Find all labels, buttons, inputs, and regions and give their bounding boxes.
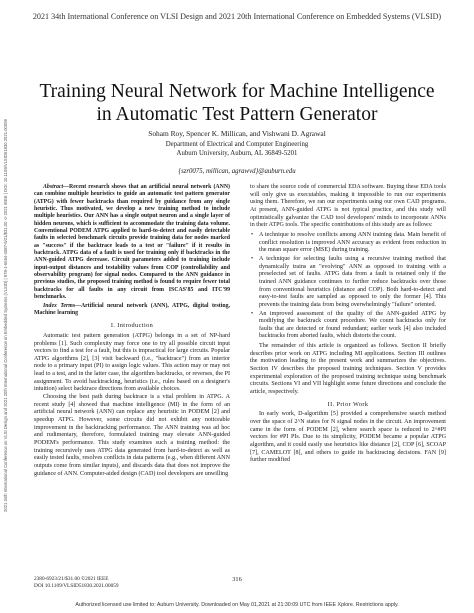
intro-paragraph-2: Choosing the best path during backtrace is a vital problem in ATPG. A recent study [4] showed that machine intelligence (MI) in the form of an artificial neural network (ANN) can replace any heuristic in PODEM [2] and speedup ATPG. However, some circuits did not exhibit any noticeable improvement in the backtracking performance. The ANN training was ad hoc and rudimentary, therefore, formulated training may elevate ANN-guided PODEM's performance. This study examines such a training method: the training recursively uses ATPG data generated from hard-to-detect as well as easily tested faults, resolves conflicts in data patterns (e.g., when different ANN outputs come from similar inputs), and discards data that does not improve the guidance of ANN. Computer-aided design (CAD) tool developers are unwilling [34, 394, 230, 477]
right-column [250, 184, 446, 465]
conference-header: 2021 34th International Conference on VLSI Design and 2021 20th International Conference on Embedded Systems (VLSID) [32, 12, 442, 21]
list-item [250, 232, 446, 255]
footer-doi: DOI 10.1109/VLSID51830.2021.00059 [34, 582, 119, 589]
contributions-list [250, 232, 446, 341]
page-number: 316 [232, 576, 242, 583]
affiliation-department: Department of Electrical and Computer Engineering [165, 141, 309, 148]
contribution-text: A technique for selecting faults using a recursive training method that dynamically trains an "evolving" ANN as opposed to training with a preselected set of faults. ATPG data from a fault is retained only if the trained ANN guidance continues to further reduce backtracks over those from conventional heuristics (distance and COP). Both hard-to-detect and easy-to-test faults are sampled as opposed to only the former [4]. This prevents the training data from being overwhelmingly "failure" oriented. [259, 255, 446, 308]
authorized-use-notice: Authorized licensed use limited to: Auburn University. Downloaded on May 01,2021 at 21:30:09 UTC from IEEE Xplore. Restrictions apply. [75, 602, 399, 608]
list-item [250, 311, 446, 342]
title-line-2: in Automatic Test Pattern Generator [96, 104, 378, 125]
abstract-text: —Recent research shows that an artificial neural network (ANN) can combine multiple heuristics to guide an automatic test pattern generator (ATPG) with fewer backtracks than required by guidance from any single heuristic. Thus motivated, we develop a new training method to include multiple heuristics. Our ANN has a single output neuron and a single layer of hidden neurons, which is sufficient to accommodate the training data volume. Conventional PODEM ATPG applied to hard-to-detect and easily detectable faults in selected benchmark circuits provide training data for nodes marked as "success" if the backtrace leads to a test or "failure" if it results in backtrack. ATPG data of a fault is used for training only if backtracks in the ANN-guided ATPG decrease. Circuit parameters added to training include input-output distances and testability values from COP (controllability and observability program) for signal nodes. Compared to the ANN guidance in previous studies, the proposed training method is found to require fewer total backtracks for all faults in any circuit from ISCAS'85 and ITC'99 benchmarks. [34, 184, 230, 301]
side-banner: 2021 34th International Conference on VLSI Design and 2021 20th International Conference on Embedded Systems (VLSID) | 978-1-6654-4087-5/21/$31.00 ©2021 IEEE | DOI: 10.1109/VLSID51830.2021.00059 [3, 119, 8, 513]
affiliation-university: Auburn University, Auburn, AL 36849-5201 [176, 150, 298, 157]
index-terms-lead: Index Terms [43, 302, 76, 309]
index-terms-text: —Artificial neural network (ANN), ATPG, digital testing, Machine learning [34, 302, 230, 316]
bullet-icon: • [251, 255, 254, 262]
organization-paragraph: The remainder of this article is organized as follows. Section II briefly describes prior work on ATPG including MI applications. Section III outlines the motivation leading to the present work and summarizes the objectives. Section IV describes the proposed training techniques. Section V provides experimental exploration of the proposed training technique using benchmark circuits. Sections VI and VII highlight some future directions and conclude the article, respectively. [250, 343, 446, 396]
section-heading-prior-work: II. Prior Work [327, 400, 369, 408]
abstract [34, 184, 230, 302]
intro-continuation: to share the source code of commercial EDA software. Buying these EDA tools will only give us executables, making it impossible to run our experiments using them. Therefore, we ran our experiments using our own CAD programs. At present, ANN-guided ATPG is not typical practice, and this study will optimistically galvanize the CAD tool developers' minds to incorporate ANNs in their ATPG tools. The specific contributions of this study are as follows: [250, 184, 446, 229]
contribution-text: A technique to resolve conflicts among ANN training data. Main benefit of conflict resolution is improved ANN accuracy as evident from reduction in the mean square error (MSE) during training. [259, 231, 446, 254]
intro-paragraph-1: Automatic test pattern generation (ATPG) belongs in a set of NP-hard problems [1]. Such complexity may force one to try all possible circuit input vectors to find a test for a fault, but this is impractical for large circuits. Popular ATPG algorithms [2], [3] visit backward (i.e., "backtrace") from an interior node to a primary input (PI) to assign logic values. This action may or may not lead to a test, and in the latter case, the algorithm backtracks, or reverses, the PI assignment. To avoid backtracking, heuristics (i.e., rules based on a designer's intuition) select backtrace directions from available choices. [34, 332, 230, 393]
abstract-lead: Abstract [43, 184, 64, 190]
list-item [250, 256, 446, 310]
index-terms [34, 303, 230, 318]
bullet-icon: • [251, 310, 254, 317]
bullet-icon: • [251, 231, 254, 238]
paper-title [30, 80, 444, 126]
footer-issn: 2380-6923/21/$31.00 ©2021 IEEE [34, 576, 109, 582]
prior-work-paragraph: In early work, D-algorithm [5] provided a comprehensive search method over the space of 2^N states for N signal nodes in the circuit. An improvement came in the form of PODEM [2], where search space is reduced to 2^#PI vectors for #PI PIs. Due to its simplicity, PODEM became a popular ATPG algorithm, and it could easily use heuristics like distance [2], COP [6], SCOAP [7], CAMELOT [8], and others to guide its backtracing decisions. FAN [9] further modified [250, 411, 446, 464]
contribution-text: An improved assessment of the quality of the ANN-guided ATPG by modifying the backtrack count procedure. We count backtracks only for faults that are detected or found redundant; earlier work [4] also included backtracks from aborted faults, which distorts the count. [259, 310, 446, 340]
authors: Soham Roy, Spencer K. Millican, and Vishwani D. Agrawal [148, 129, 326, 138]
left-column [34, 184, 230, 478]
section-heading-introduction: I. Introduction [110, 322, 154, 330]
title-line-1: Training Neural Network for Machine Intelligence [39, 81, 435, 102]
author-emails: {szr0075, millican, agrawvd}@auburn.edu [178, 168, 296, 175]
